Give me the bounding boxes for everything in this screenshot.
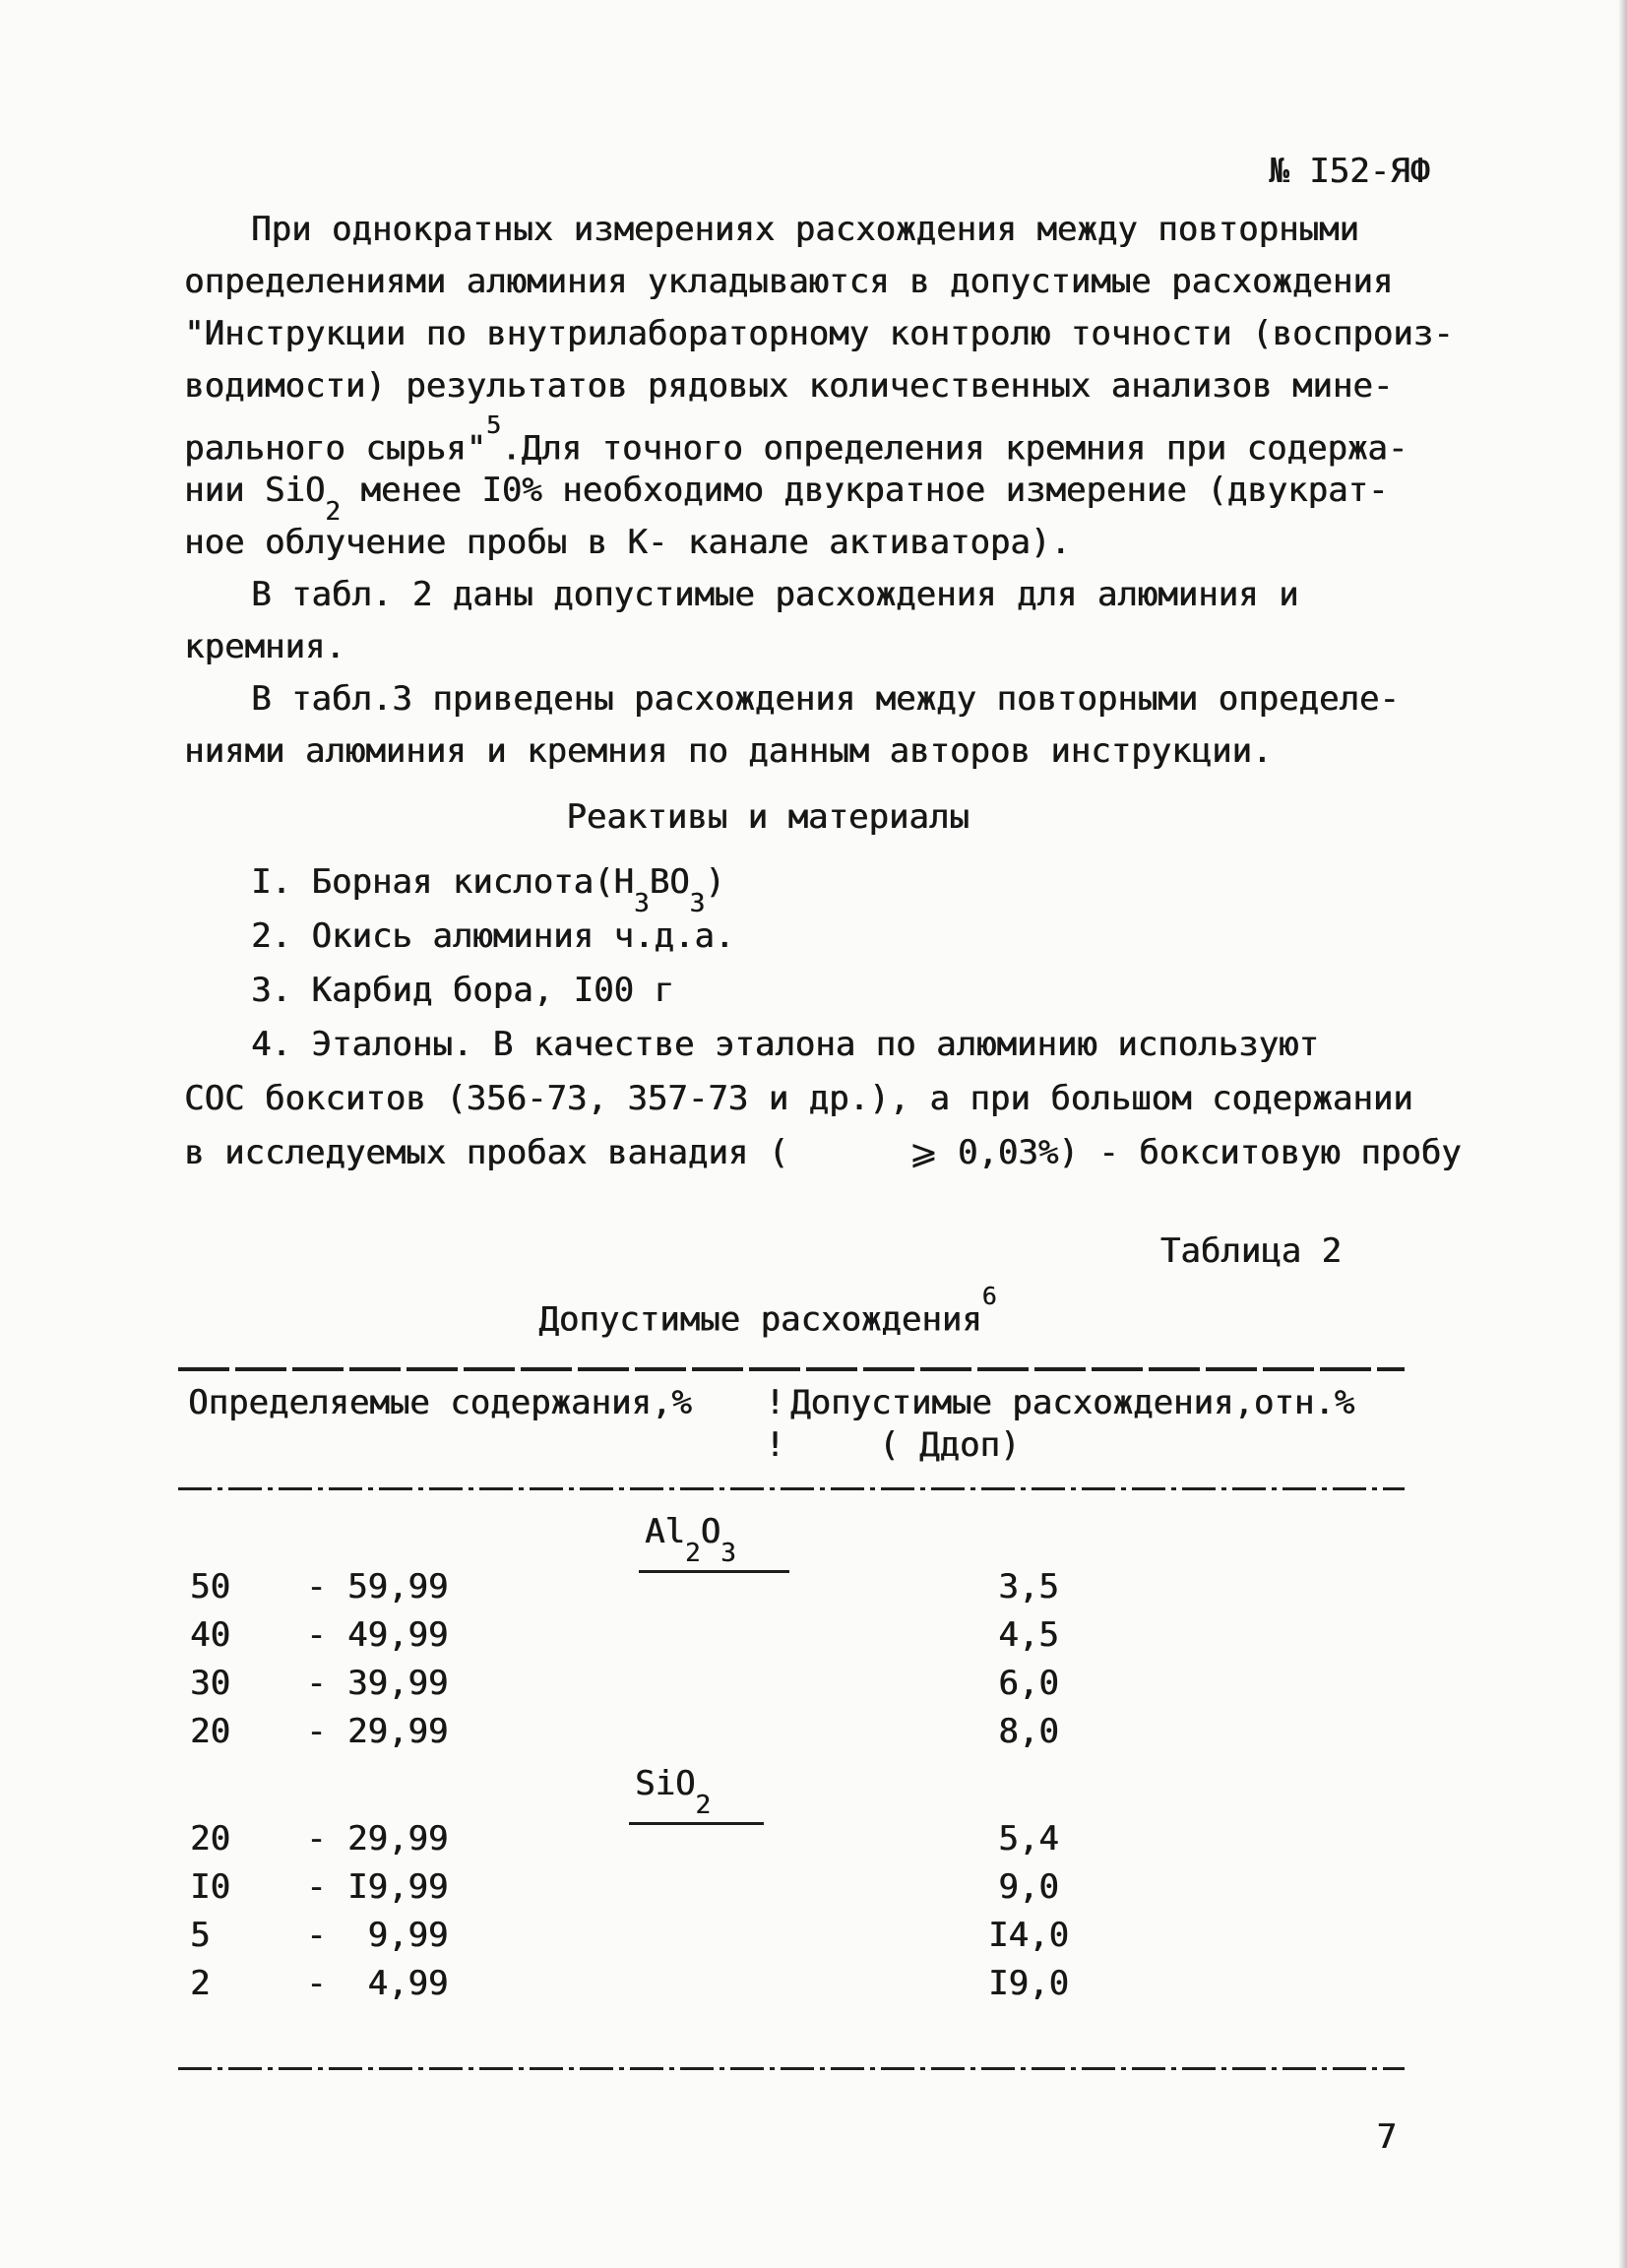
range-dash: - xyxy=(306,1867,327,1908)
table-row xyxy=(184,1912,1462,1960)
column-header-discrepancy-symbol: ( Ддоп) xyxy=(879,1425,1021,1466)
range-from: 2 xyxy=(190,1964,211,2004)
table-title xyxy=(184,1284,1462,1346)
range-to: 49,99 xyxy=(347,1615,449,1656)
text-segment: I. Борная кислота(H xyxy=(251,862,634,902)
range-from: I0 xyxy=(190,1867,230,1908)
paragraph-table2-ref xyxy=(184,569,1462,673)
text-segment: .Для точного определения кремния при содержа- xyxy=(501,428,1408,469)
range-from: 30 xyxy=(190,1664,230,1704)
text-line: В табл.3 приведены расхождения между повторными определе- xyxy=(251,679,1400,719)
footnote-marker-5: 5 xyxy=(486,410,502,439)
table-header xyxy=(184,1383,1462,1478)
list-item: 2. Окись алюминия ч.д.а. xyxy=(251,916,735,956)
text-line xyxy=(184,410,1462,469)
list-item: 4. Эталоны. В качестве эталона по алюминию используют xyxy=(251,1025,1319,1064)
range-dash: - xyxy=(306,1916,327,1956)
table-row xyxy=(184,1708,1462,1756)
paragraph-table3-ref xyxy=(184,673,1462,778)
table-row xyxy=(184,1863,1462,1912)
footnote-marker-6: 6 xyxy=(981,1282,997,1310)
text-line: При однократных измерениях расхождения между повторными xyxy=(251,210,1359,249)
group-heading-sio2 xyxy=(184,1756,1462,1821)
range-dash: - xyxy=(306,1712,327,1752)
column-header-content: Определяемые содержания,% xyxy=(188,1383,692,1423)
text-segment: нии SiO xyxy=(184,471,326,510)
range-dash: - xyxy=(306,1819,327,1859)
range-to: 59,99 xyxy=(347,1567,449,1607)
range-to: 29,99 xyxy=(347,1819,449,1859)
range-to: 39,99 xyxy=(347,1664,449,1704)
range-to: 29,99 xyxy=(347,1712,449,1752)
discrepancy-value: 9,0 xyxy=(998,1867,1059,1908)
chem-subscript: 2 xyxy=(684,1539,701,1569)
table-caption: Таблица 2 xyxy=(1159,1231,1342,1271)
discrepancy-value: 6,0 xyxy=(998,1664,1059,1704)
range-dash: - xyxy=(306,1615,327,1656)
reagents-list xyxy=(184,855,1462,1180)
range-dash: - xyxy=(306,1664,327,1704)
list-item-continuation: в исследуемых пробах ванадия ( ⩾ 0,03%) - бокситовую пробу xyxy=(184,1133,1462,1172)
discrepancy-value: I4,0 xyxy=(988,1916,1069,1956)
page-content xyxy=(184,146,1462,2164)
table-allowed-discrepancies xyxy=(184,1367,1462,2070)
table-row xyxy=(184,1815,1462,1863)
discrepancy-value: 4,5 xyxy=(998,1615,1059,1656)
discrepancy-value: 5,4 xyxy=(998,1819,1059,1859)
column-separator: ! xyxy=(765,1383,785,1423)
table-row xyxy=(184,1563,1462,1611)
range-to: 4,99 xyxy=(347,1964,449,2004)
text-line: ниями алюминия и кремния по данным авторов инструкции. xyxy=(184,731,1273,771)
range-from: 5 xyxy=(190,1916,211,1956)
chem-subscript: 2 xyxy=(695,1791,712,1821)
range-to: 9,99 xyxy=(347,1916,449,1956)
range-from: 50 xyxy=(190,1567,230,1607)
section-heading-reagents: Реактивы и материалы xyxy=(566,797,970,837)
text-segment: O xyxy=(700,1512,721,1552)
table-row xyxy=(184,1960,1462,2008)
range-from: 40 xyxy=(190,1615,230,1656)
text-line: ное облучение пробы в К- канале активатора). xyxy=(184,523,1071,562)
text-line: определениями алюминия укладываются в допустимые расхождения xyxy=(184,262,1394,301)
text-line xyxy=(184,465,1462,527)
list-item-continuation: СОС бокситов (356-73, 357-73 и др.), а при большом содержании xyxy=(184,1079,1413,1118)
chem-subscript: 3 xyxy=(720,1539,736,1569)
table-top-rule xyxy=(178,1367,1405,1371)
text-segment: ) xyxy=(705,862,725,902)
text-line: "Инструкции по внутрилабораторному контролю точности (воспроиз- xyxy=(184,314,1454,353)
range-from: 20 xyxy=(190,1712,230,1752)
discrepancy-value: I9,0 xyxy=(988,1964,1069,2004)
range-from: 20 xyxy=(190,1819,230,1859)
table-header-rule xyxy=(178,1487,1405,1490)
range-dash: - xyxy=(306,1964,327,2004)
page-number: 7 xyxy=(1376,2117,1397,2158)
chem-subscript: 2 xyxy=(325,496,341,527)
column-header-discrepancy: Допустимые расхождения,отн.% xyxy=(790,1383,1355,1423)
discrepancy-value: 3,5 xyxy=(998,1567,1059,1607)
doc-number: № I52-ЯФ xyxy=(1269,152,1430,191)
paragraph-intro xyxy=(184,204,1462,569)
list-item xyxy=(184,855,1462,918)
table-body xyxy=(184,1504,1462,2008)
text-line: В табл. 2 даны допустимые расхождения для алюминия и xyxy=(251,575,1299,614)
table-row xyxy=(184,1611,1462,1660)
group-heading-al2o3 xyxy=(184,1504,1462,1569)
text-segment: рального сырья" xyxy=(184,428,487,469)
text-segment: SiO xyxy=(635,1764,696,1804)
range-to: I9,99 xyxy=(347,1867,449,1908)
text-segment: BO xyxy=(649,862,690,902)
column-separator: ! xyxy=(765,1425,785,1466)
list-item: 3. Карбид бора, I00 г xyxy=(251,971,674,1010)
chem-subscript: 3 xyxy=(633,888,650,918)
text-segment: Допустимые расхождения xyxy=(538,1299,982,1340)
text-line: кремния. xyxy=(184,627,345,666)
table-bottom-rule xyxy=(178,2067,1405,2070)
text-segment: Al xyxy=(645,1512,685,1552)
range-dash: - xyxy=(306,1567,327,1607)
table-bottom-gap xyxy=(184,2008,1462,2067)
discrepancy-value: 8,0 xyxy=(998,1712,1059,1752)
chem-subscript: 3 xyxy=(689,888,706,918)
text-line: водимости) результатов рядовых количественных анализов мине- xyxy=(184,366,1394,406)
table-row xyxy=(184,1660,1462,1708)
text-segment: менее I0% необходимо двукратное измерение (двукрат- xyxy=(340,471,1389,510)
